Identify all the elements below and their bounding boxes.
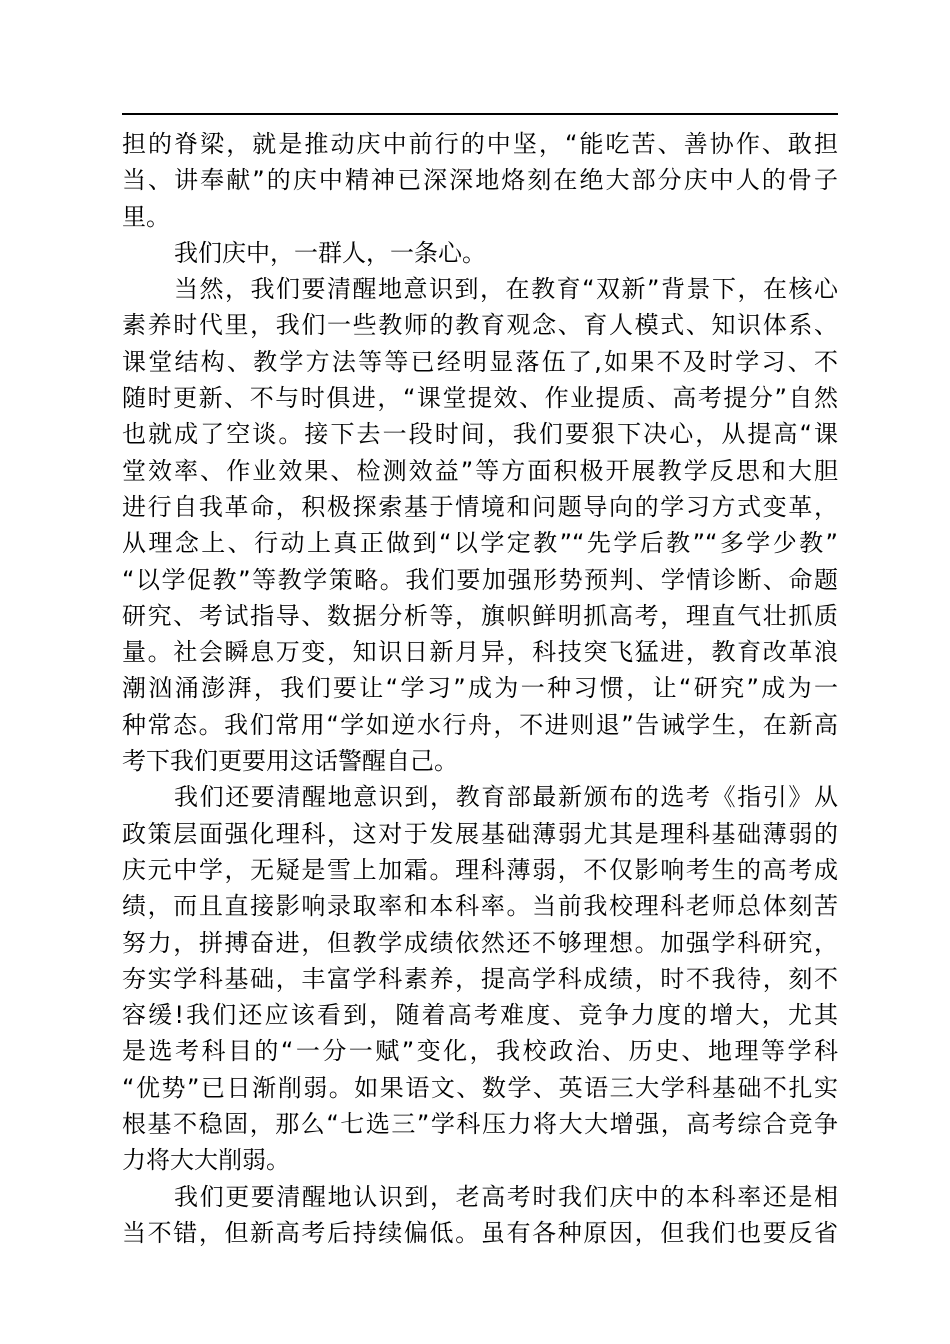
text-line: 力将大大削弱。 (122, 1146, 290, 1175)
text-line: “以学促教”等教学策略。我们要加强形势预判、学情诊断、命题 (122, 565, 838, 594)
text-line: 课堂结构、教学方法等等已经明显落伍了,如果不及时学习、不 (122, 347, 838, 376)
text-line: 潮汹涌澎湃，我们要让“学习”成为一种习惯，让“研究”成为一 (122, 674, 838, 703)
text-line: 我们更要清醒地认识到，老高考时我们庆中的本科率还是相 (174, 1182, 838, 1211)
text-line: 我们还要清醒地意识到，教育部最新颁布的选考《指引》从 (174, 783, 838, 812)
text-line: “优势”已日渐削弱。如果语文、数学、英语三大学科基础不扎实 (122, 1073, 838, 1102)
text-line: 随时更新、不与时俱进，“课堂提效、作业提质、高考提分”自然 (122, 384, 838, 413)
text-line: 容缓!我们还应该看到，随着高考难度、竞争力度的增大，尤其 (122, 1001, 838, 1030)
text-line: 夯实学科基础，丰富学科素养，提高学科成绩，时不我待，刻不 (122, 964, 838, 993)
text-line: 素养时代里，我们一些教师的教育观念、育人模式、知识体系、 (122, 311, 838, 340)
text-line: 庆元中学，无疑是雪上加霜。理科薄弱，不仅影响考生的高考成 (122, 855, 838, 884)
header-rule (122, 113, 838, 115)
text-line: 种常态。我们常用“学如逆水行舟，不进则退”告诫学生，在新高 (122, 710, 838, 739)
text-line: 绩，而且直接影响录取率和本科率。当前我校理科老师总体刻苦 (122, 892, 838, 921)
body-text (122, 126, 838, 1251)
text-line: 努力，拼搏奋进，但教学成绩依然还不够理想。加强学科研究， (122, 928, 838, 957)
text-line: 政策层面强化理科，这对于发展基础薄弱尤其是理科基础薄弱的 (122, 819, 838, 848)
text-line: 也就成了空谈。接下去一段时间，我们要狠下决心，从提高“课 (122, 420, 838, 449)
text-line: 从理念上、行动上真正做到“以学定教”“先学后教”“多学少教” (122, 529, 838, 558)
text-line: 量。社会瞬息万变，知识日新月异，科技突飞猛进，教育改革浪 (122, 638, 838, 667)
text-line: 堂效率、作业效果、检测效益”等方面积极开展教学反思和大胆 (122, 456, 838, 485)
text-line: 当不错，但新高考后持续偏低。虽有各种原因，但我们也要反省 (122, 1218, 838, 1247)
text-line: 进行自我革命，积极探索基于情境和问题导向的学习方式变革， (122, 492, 838, 521)
text-line: 是选考科目的“一分一赋”变化，我校政治、历史、地理等学科 (122, 1037, 838, 1066)
text-line: 考下我们更要用这话警醒自己。 (122, 747, 458, 776)
text-line: 根基不稳固，那么“七选三”学科压力将大大增强，高考综合竞争 (122, 1110, 838, 1139)
text-line: 当然，我们要清醒地意识到，在教育“双新”背景下，在核心 (174, 275, 838, 304)
text-line: 研究、考试指导、数据分析等，旗帜鲜明抓高考，理直气壮抓质 (122, 601, 838, 630)
text-line: 当、讲奉献”的庆中精神已深深地烙刻在绝大部分庆中人的骨子 (122, 166, 838, 195)
text-line: 我们庆中，一群人，一条心。 (174, 238, 486, 267)
text-line: 里。 (122, 202, 170, 231)
text-line: 担的脊梁，就是推动庆中前行的中坚，“能吃苦、善协作、敢担 (122, 130, 838, 158)
